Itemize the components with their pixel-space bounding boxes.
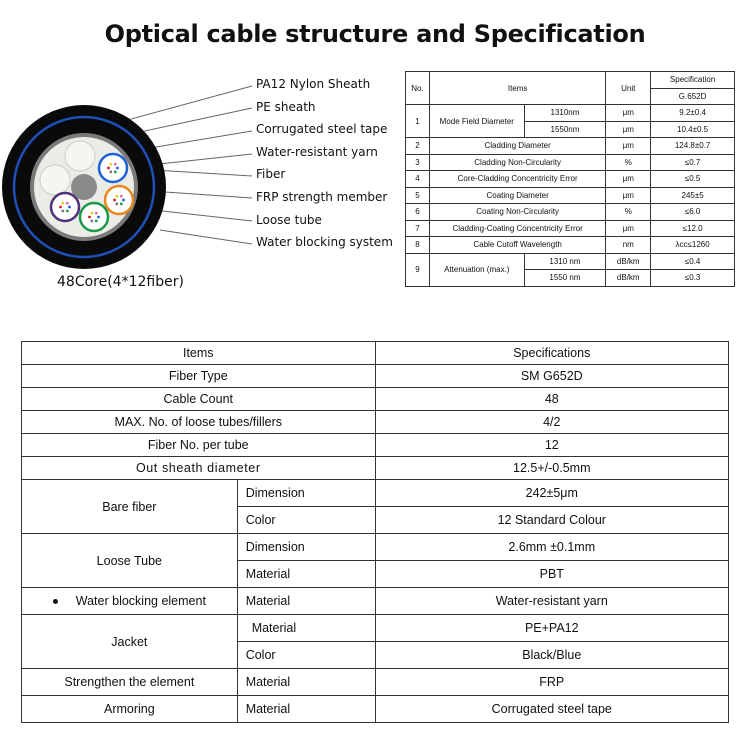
- spec-item: Coating Diameter: [429, 187, 605, 204]
- spec-head-no: No.: [406, 72, 430, 105]
- row-item: Out sheath diameter: [22, 457, 376, 480]
- group-item: Bare fiber: [22, 480, 238, 534]
- spec-item: Cladding Non-Circularity: [429, 154, 605, 171]
- group-value: PE+PA12: [375, 615, 728, 642]
- spec-unit: μm: [606, 171, 651, 188]
- fiber-dot: [114, 163, 117, 166]
- spec-row: [406, 138, 735, 155]
- group-sub: Material: [237, 561, 375, 588]
- group-value: Black/Blue: [375, 642, 728, 669]
- spec-unit: %: [606, 204, 651, 221]
- leader-line: [120, 86, 252, 122]
- spec-unit: μm: [606, 105, 651, 122]
- group-sub: Material: [237, 669, 375, 696]
- fiber-dot: [120, 195, 123, 198]
- spec-row: [406, 154, 735, 171]
- spec-item: Cladding Diameter: [429, 138, 605, 155]
- diagram-caption: 48Core(4*12fiber): [57, 274, 184, 290]
- fiber-dot: [90, 212, 93, 215]
- fiber-dot: [109, 171, 112, 174]
- fiber-dot: [114, 171, 117, 174]
- spec-value: ≤12.0: [651, 220, 735, 237]
- page-title: Optical cable structure and Specification: [104, 20, 646, 48]
- spec-unit: μm: [606, 220, 651, 237]
- spec-item: Cladding-Coating Concentricity Error: [429, 220, 605, 237]
- loose-tube-green: [80, 203, 108, 231]
- table-row: [22, 669, 729, 696]
- spec-item: Mode Field Diameter: [429, 105, 524, 138]
- main-head-spec: Specifications: [375, 342, 728, 365]
- row-item: Fiber Type: [22, 365, 376, 388]
- spec-row: [406, 220, 735, 237]
- spec-head-items: Items: [429, 72, 605, 105]
- spec-item: Attenuation (max.): [429, 253, 524, 286]
- main-head-items: Items: [22, 342, 376, 365]
- label-nylon-sheath: PA12 Nylon Sheath: [256, 77, 371, 91]
- fiber-dot: [122, 199, 125, 202]
- group-value: 2.6mm ±0.1mm: [375, 534, 728, 561]
- fiber-dot: [68, 206, 71, 209]
- spec-row: [406, 171, 735, 188]
- group-sub: Color: [237, 642, 375, 669]
- spec-unit: dB/km: [606, 253, 651, 270]
- fiber-dot: [120, 203, 123, 206]
- group-value: FRP: [375, 669, 728, 696]
- spec-row: [406, 237, 735, 254]
- spec-unit: %: [606, 154, 651, 171]
- spec-no: 6: [406, 204, 430, 221]
- row-item: MAX. No. of loose tubes/fillers: [22, 411, 376, 434]
- table-row: [22, 411, 729, 434]
- spec-unit: dB/km: [606, 270, 651, 287]
- row-value: 12: [375, 434, 728, 457]
- group-sub: Material: [237, 588, 375, 615]
- group-value: 12 Standard Colour: [375, 507, 728, 534]
- group-value: Corrugated steel tape: [375, 696, 728, 723]
- loose-tube-blue: [99, 154, 127, 182]
- spec-value: ≤0.4: [651, 253, 735, 270]
- cable-cross-section-diagram: [0, 60, 400, 300]
- spec-row: [406, 187, 735, 204]
- row-value: 12.5+/-0.5mm: [375, 457, 728, 480]
- label-fiber: Fiber: [256, 167, 286, 181]
- bullet-icon: [53, 599, 58, 604]
- spec-item: Cable Cutoff Wavelength: [429, 237, 605, 254]
- fiber-dot: [59, 206, 62, 209]
- spec-row: [406, 105, 735, 122]
- fiber-dot: [97, 216, 100, 219]
- spec-header-row: [406, 72, 735, 89]
- fiber-dot: [115, 195, 118, 198]
- spec-value: 124.8±0.7: [651, 138, 735, 155]
- row-item: Fiber No. per tube: [22, 434, 376, 457]
- table-row: [22, 534, 729, 561]
- group-item: Loose Tube: [22, 534, 238, 588]
- spec-no: 1: [406, 105, 430, 138]
- spec-value: ≤0.7: [651, 154, 735, 171]
- group-item: Armoring: [22, 696, 238, 723]
- group-sub: Dimension: [237, 480, 375, 507]
- group-item: [22, 588, 238, 615]
- fiber-dot: [95, 212, 98, 215]
- spec-no: 9: [406, 253, 430, 286]
- fiber-dot: [109, 163, 112, 166]
- spec-no: 5: [406, 187, 430, 204]
- spec-no: 7: [406, 220, 430, 237]
- table-row: [22, 434, 729, 457]
- spec-no: 4: [406, 171, 430, 188]
- spec-sub: 1550 nm: [524, 270, 606, 287]
- row-value: SM G652D: [375, 365, 728, 388]
- filler-top: [65, 141, 95, 171]
- table-row: [22, 480, 729, 507]
- row-item: Cable Count: [22, 388, 376, 411]
- spec-value: ≤0.3: [651, 270, 735, 287]
- spec-no: 8: [406, 237, 430, 254]
- label-pe-sheath: PE sheath: [256, 100, 316, 114]
- spec-value: ≤0.5: [651, 171, 735, 188]
- spec-value: λcc≤1260: [651, 237, 735, 254]
- fiber-dot: [90, 220, 93, 223]
- spec-row: [406, 204, 735, 221]
- spec-no: 2: [406, 138, 430, 155]
- group-sub: Color: [237, 507, 375, 534]
- table-row: [22, 365, 729, 388]
- label-water-yarn: Water-resistant yarn: [256, 145, 378, 159]
- fiber-dot: [115, 203, 118, 206]
- table-row: [22, 457, 729, 480]
- fiber-dot: [88, 216, 91, 219]
- fiber-dot: [66, 202, 69, 205]
- row-value: 48: [375, 388, 728, 411]
- spec-value: 245±5: [651, 187, 735, 204]
- table-row: [22, 696, 729, 723]
- spec-unit: μm: [606, 187, 651, 204]
- group-sub: Dimension: [237, 534, 375, 561]
- group-item: Jacket: [22, 615, 238, 669]
- spec-row: [406, 253, 735, 270]
- group-value: 242±5μm: [375, 480, 728, 507]
- label-frp: FRP strength member: [256, 190, 388, 204]
- fiber-dot: [95, 220, 98, 223]
- fiber-dot: [116, 167, 119, 170]
- table-row: [22, 588, 729, 615]
- fiber-dot: [66, 210, 69, 213]
- fiber-dot: [61, 202, 64, 205]
- spec-head-std: G.652D: [651, 88, 735, 105]
- spec-value: 9.2±0.4: [651, 105, 735, 122]
- label-steel-tape: Corrugated steel tape: [256, 122, 388, 136]
- leader-line: [150, 131, 252, 148]
- main-header-row: [22, 342, 729, 365]
- fiber-dot: [61, 210, 64, 213]
- spec-item: Coating Non-Circularity: [429, 204, 605, 221]
- loose-tube-purple: [51, 193, 79, 221]
- spec-sub: 1310 nm: [524, 253, 606, 270]
- spec-head-unit: Unit: [606, 72, 651, 105]
- group-value: PBT: [375, 561, 728, 588]
- table-row: [22, 388, 729, 411]
- fiber-dot: [113, 199, 116, 202]
- leader-line: [160, 230, 252, 244]
- group-sub: Material: [237, 615, 375, 642]
- spec-item: Core-Cladding Concentricity Error: [429, 171, 605, 188]
- group-item-label: Water blocking element: [75, 594, 206, 608]
- fiber-dot: [107, 167, 110, 170]
- spec-head-spec: Specification: [651, 72, 735, 89]
- group-sub: Material: [237, 696, 375, 723]
- table-row: [22, 615, 729, 642]
- cable-spec-table: [21, 341, 729, 723]
- spec-no: 3: [406, 154, 430, 171]
- filler-left: [40, 165, 70, 195]
- group-value: Water-resistant yarn: [375, 588, 728, 615]
- spec-sub: 1310nm: [524, 105, 606, 122]
- spec-sub: 1550nm: [524, 121, 606, 138]
- leader-line: [150, 154, 252, 165]
- group-item: Strengthen the element: [22, 669, 238, 696]
- spec-value: 10.4±0.5: [651, 121, 735, 138]
- label-loose-tube: Loose tube: [256, 213, 322, 227]
- spec-value: ≤6.0: [651, 204, 735, 221]
- spec-unit: μm: [606, 138, 651, 155]
- row-value: 4/2: [375, 411, 728, 434]
- spec-unit: μm: [606, 121, 651, 138]
- spec-unit: nm: [606, 237, 651, 254]
- loose-tube-orange: [105, 186, 133, 214]
- fiber-spec-table: [405, 71, 735, 287]
- label-water-blocking: Water blocking system: [256, 235, 393, 249]
